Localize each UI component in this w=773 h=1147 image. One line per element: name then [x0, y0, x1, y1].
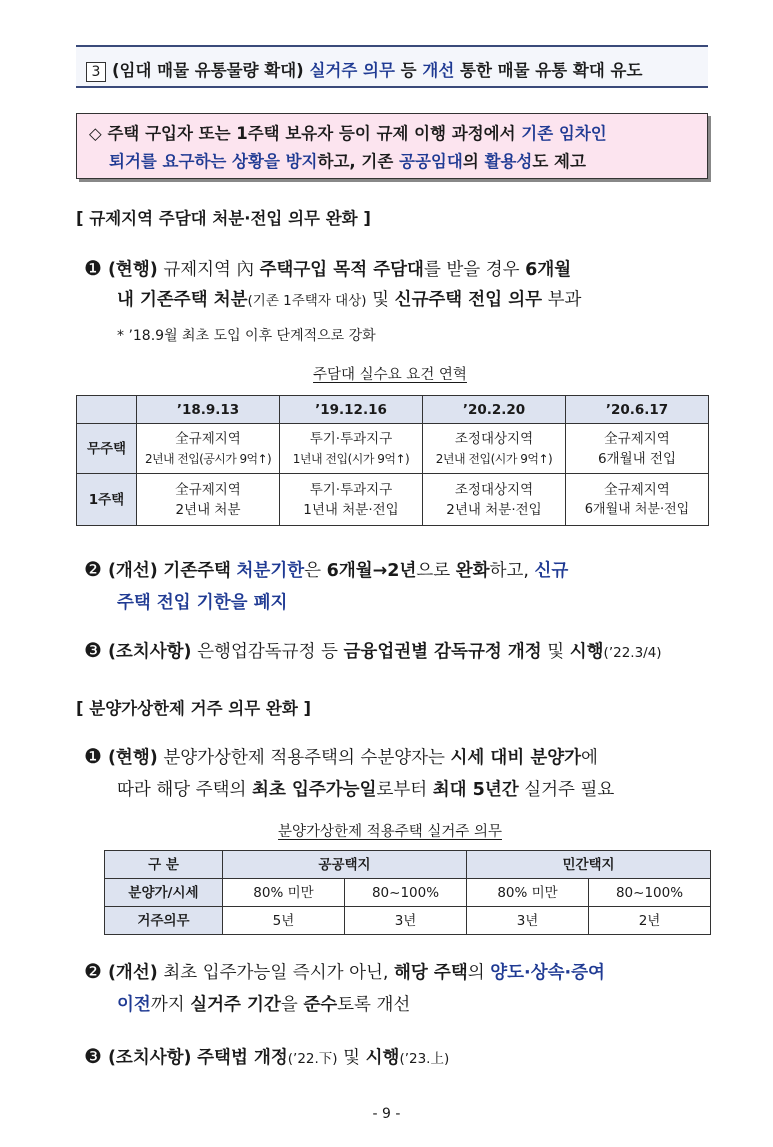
summary-highlight: 퇴거를 요구하는 상황을 방지: [109, 152, 318, 171]
bullet-1: ❶: [84, 256, 102, 280]
table-cell: [566, 474, 709, 526]
heading-mid: 등: [400, 61, 417, 80]
text: 을: [280, 995, 298, 1015]
page-number: - 9 -: [372, 1106, 401, 1122]
table-header-row: [105, 851, 711, 879]
text: 에: [581, 748, 598, 768]
text-bold: 신규주택 전입 의무: [394, 290, 543, 310]
table-cell: 80% 미만: [467, 879, 589, 907]
item-label: (개선): [107, 963, 158, 983]
section-heading-bar: [76, 45, 708, 88]
table-cell: [280, 474, 423, 526]
text-highlight: 주택 전입 기한을 폐지: [117, 593, 288, 613]
heading-highlight2: 개선: [422, 61, 455, 80]
cell-line: 6개월내 전입: [597, 450, 677, 467]
row-label: 무주택: [77, 424, 137, 474]
summary-line-2: [89, 148, 695, 176]
section2-title: [ 분양가상한제 거주 의무 완화 ]: [76, 699, 312, 718]
summary-highlight: 활용성: [484, 152, 533, 171]
s1-table-caption: 주담대 실수요 요건 연혁: [313, 367, 467, 383]
table-row: [77, 424, 709, 474]
s2-item2-line2: [117, 989, 410, 1021]
text-bold: 주택구입 목적 주담대: [259, 260, 424, 280]
table-cell: [423, 424, 566, 474]
bullet-1: ❶: [84, 744, 102, 768]
text-bold: 최대 5년간: [432, 780, 519, 800]
summary-text: 주택 구입자 또는 1주택 보유자 등이 규제 이행 과정에서: [107, 124, 516, 143]
text-small: (’22.下): [287, 1051, 338, 1067]
text: 은: [304, 561, 322, 581]
table-header-cell: ’20.6.17: [566, 396, 709, 424]
s2-item1-line1: [84, 740, 598, 774]
text-highlight: 처분기한: [236, 561, 305, 581]
table-cell: 2년: [589, 907, 711, 935]
s1-item2-line1: [84, 553, 568, 587]
s2-item1-line2: [117, 774, 614, 806]
text: 로부터: [376, 780, 428, 800]
item-label: (조치사항): [107, 1048, 192, 1068]
table-header-cell: 민간택지: [467, 851, 711, 879]
text-bold: 최초 입주가능일: [252, 780, 377, 800]
section-number-box: 3: [86, 62, 106, 82]
table-header-cell: 구 분: [105, 851, 223, 879]
text-small: (’23.上): [399, 1051, 450, 1067]
table-row: [105, 879, 711, 907]
table-cell: [566, 424, 709, 474]
s1-item3: [84, 634, 662, 669]
text: 규제지역 內: [163, 260, 255, 280]
section1-title: [ 규제지역 주담대 처분·전입 의무 완화 ]: [76, 209, 371, 228]
s1-item1-line1: [84, 252, 571, 286]
table-header-cell: [77, 396, 137, 424]
cell-line: 全규제지역: [604, 481, 670, 498]
bullet-3: ❸: [84, 638, 102, 662]
table-cell: [423, 474, 566, 526]
heading-suffix: 통한 매물 유통 확대 유도: [460, 61, 643, 80]
bullet-2: ❷: [84, 959, 102, 983]
table-cell: [137, 474, 280, 526]
s1-note: * ’18.9월 최초 도입 이후 단계적으로 강화: [117, 328, 376, 344]
cell-line: 조정대상지역: [454, 430, 534, 447]
text-highlight: 양도·상속·증여: [490, 963, 605, 983]
table-header-cell: ’20.2.20: [423, 396, 566, 424]
text-small: (’22.3/4): [603, 645, 662, 661]
text-bold: 금융업권별 감독규정 개정: [343, 642, 542, 662]
row-label: 분양가/시세: [105, 879, 223, 907]
table-header-cell: ’19.12.16: [280, 396, 423, 424]
text: 를 받을 경우: [423, 260, 520, 280]
text: 및: [372, 290, 390, 310]
cell-line: 全규제지역: [175, 481, 241, 498]
table-header-cell: 공공택지: [223, 851, 467, 879]
text-bold: 실거주 기간: [190, 995, 281, 1015]
heading-prefix: (임대 매물 유통물량 확대): [112, 61, 304, 80]
s2-item2-line1: [84, 955, 605, 989]
text-bold: 시세 대비 분양가: [450, 748, 582, 768]
cell-line: 1년내 전입(시가 9억↑): [292, 451, 410, 466]
s1-table: [76, 395, 709, 526]
text: 까지: [150, 995, 185, 1015]
table-cell: 3년: [467, 907, 589, 935]
cell-line: 6개월내 처분·전입: [584, 501, 690, 517]
text-bold: 기존주택: [163, 561, 231, 581]
cell-line: 全규제지역: [604, 430, 670, 447]
table-cell: 80~100%: [589, 879, 711, 907]
table-cell: [137, 424, 280, 474]
item-label: (조치사항): [107, 642, 192, 662]
table-cell: 80~100%: [345, 879, 467, 907]
text-bold: 시행: [569, 642, 604, 662]
table-row: [105, 907, 711, 935]
cell-line: 2년내 전입(공시가 9억↑): [144, 451, 272, 466]
s2-item3: [84, 1040, 449, 1075]
text: 하고,: [489, 561, 529, 581]
table-cell: [280, 424, 423, 474]
item-label: (현행): [107, 260, 158, 280]
diamond-symbol: ◇: [89, 124, 102, 143]
summary-highlight: 공공임대: [399, 152, 463, 171]
cell-line: 2년내 처분: [175, 501, 241, 518]
text: 및: [547, 642, 565, 662]
text-highlight: 신규: [534, 561, 569, 581]
text: 으로: [416, 561, 451, 581]
table-cell: 3년: [345, 907, 467, 935]
heading-highlight: 실거주 의무: [309, 61, 395, 80]
cell-line: 투기·투과지구: [309, 430, 393, 447]
summary-highlight: 기존 임차인: [521, 124, 607, 143]
text-bold: 6개월: [525, 260, 572, 280]
text: 토록 개선: [337, 995, 411, 1015]
cell-line: 투기·투과지구: [309, 481, 393, 498]
text-bold: 준수: [303, 995, 338, 1015]
text: 의: [467, 963, 485, 983]
row-label: 거주의무: [105, 907, 223, 935]
text-bold: 6개월→2년: [326, 561, 417, 581]
row-label: 1주택: [77, 474, 137, 526]
section-heading: [86, 57, 642, 82]
summary-text: 도 제고: [532, 152, 586, 171]
table-header-row: [77, 396, 709, 424]
text: 최초 입주가능일 즉시가 아닌,: [163, 963, 389, 983]
text: 실거주 필요: [524, 780, 615, 800]
item-label: (현행): [107, 748, 158, 768]
summary-line-1: [89, 120, 695, 148]
text-bold: 시행: [365, 1048, 400, 1068]
s1-item1-line2: [117, 284, 581, 317]
text-bold: 해당 주택: [394, 963, 468, 983]
text-highlight: 이전: [117, 995, 151, 1015]
text: 은행업감독규정 등: [197, 642, 338, 662]
bullet-2: ❷: [84, 557, 102, 581]
summary-box: [76, 113, 708, 179]
text-bold: 완화: [455, 561, 490, 581]
table-row: [77, 474, 709, 526]
table-cell: 5년: [223, 907, 345, 935]
cell-line: 1년내 처분·전입: [303, 501, 399, 518]
cell-line: 2년내 전입(시가 9억↑): [435, 451, 553, 466]
text-small: (기존 1주택자 대상): [247, 293, 367, 309]
table-cell: 80% 미만: [223, 879, 345, 907]
table-header-cell: ’18.9.13: [137, 396, 280, 424]
text-bold: 주택법 개정: [197, 1048, 288, 1068]
text: 분양가상한제 적용주택의 수분양자는: [163, 748, 445, 768]
cell-line: 全규제지역: [175, 430, 241, 447]
text: 및: [343, 1048, 361, 1068]
s2-table: [104, 850, 711, 935]
cell-line: 2년내 처분·전입: [446, 501, 542, 518]
text: 부과: [547, 290, 582, 310]
summary-text: 하고, 기존: [317, 152, 394, 171]
text-bold: 내 기존주택 처분: [117, 290, 248, 310]
s1-item2-line2: [117, 587, 287, 619]
item-label: (개선): [107, 561, 158, 581]
bullet-3: ❸: [84, 1044, 102, 1068]
text: 따라 해당 주택의: [117, 780, 247, 800]
cell-line: 조정대상지역: [454, 481, 534, 498]
s2-table-caption: 분양가상한제 적용주택 실거주 의무: [278, 824, 502, 840]
summary-text: 의: [462, 152, 479, 171]
